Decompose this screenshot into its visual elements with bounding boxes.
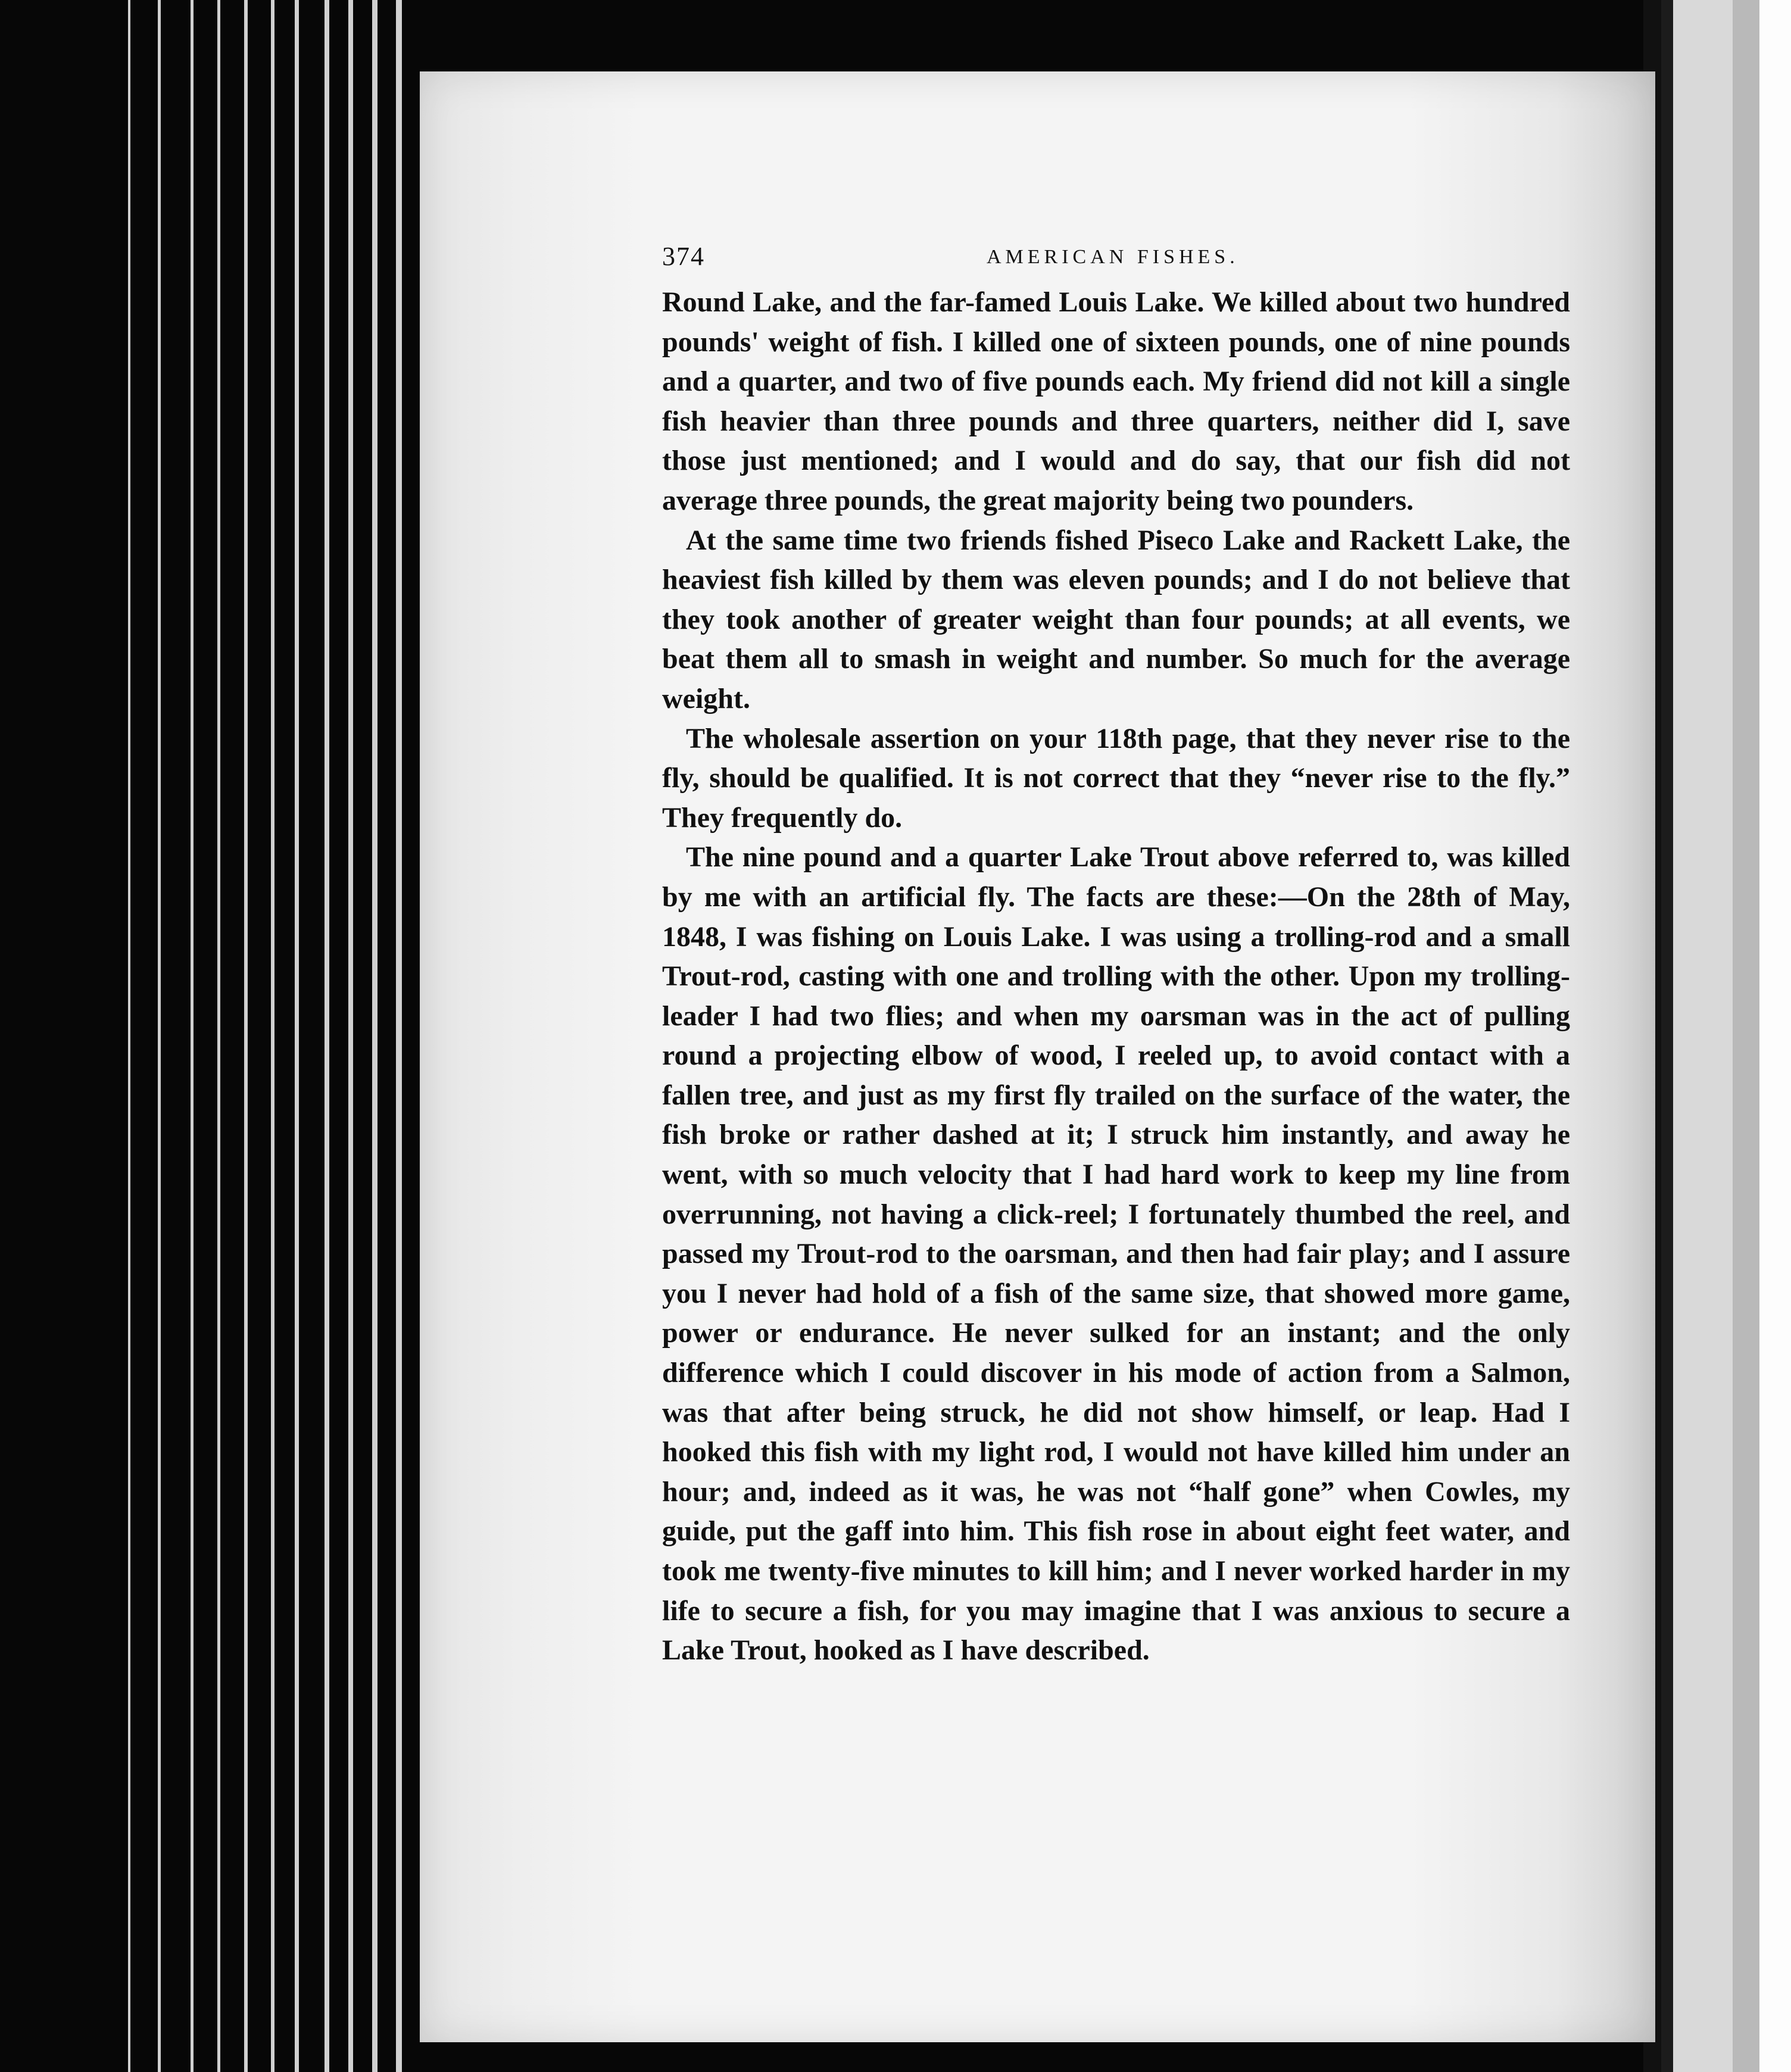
page-edge (324, 0, 329, 2072)
page-edge (217, 0, 220, 2072)
running-head (662, 241, 1645, 283)
page-edge (244, 0, 248, 2072)
page-edge (128, 0, 130, 2072)
facing-page (1661, 0, 1791, 2072)
page-edge (295, 0, 299, 2072)
body-text (662, 283, 1570, 1671)
page-edge (348, 0, 353, 2072)
running-title: AMERICAN FISHES. (987, 246, 1239, 268)
paragraph: Round Lake, and the far-famed Louis Lake. We killed about two hundred pounds' weight of fish. I killed one of sixteen pounds, one of nine pounds and a quarter, and two of five pounds each. My friend did not kill a single fish heavier than three pounds and three quarters, neither did I, save those just mentioned; and I would and do say, that our fish did not average three pounds, the great majority being two pounders. (662, 286, 1570, 516)
paragraph: The wholesale assertion on your 118th page, that they never rise to the fly, should be qualified. It is not correct that they “never rise to the fly.” They frequently do. (662, 722, 1570, 834)
page-number: 374 (662, 242, 705, 271)
page-edge (372, 0, 377, 2072)
paragraph: At the same time two friends fished Piseco Lake and Rackett Lake, the heaviest fish killed by them was eleven pounds; and I do not believe that they took another of greater weight than four pounds; at all events, we beat them all to smash in weight and number. So much for the average weight. (662, 524, 1570, 714)
paragraph: The nine pound and a quarter Lake Trout above referred to, was killed by me with an artificial fly. The facts are these:—On the 28th of May, 1848, I was fishing on Louis Lake. I was using a trolling-rod and a small Trout-rod, casting with one and trolling with the other. Upon my trolling-leader I had two flies; and when my oarsman was in the act of pulling round a projecting elbow of wood, I reeled up, to avoid contact with a fallen tree, and just as my first fly trailed on the surface of the water, the fish broke or rather dashed at it; I struck him instantly, and away he went, with so much velocity that I had hard work to keep my line from overrunning, not having a click-reel; I fortunately thumbed the reel, and passed my Trout-rod to the oarsman, and then had fair play; and I assure you I never had hold of a fish of the same size, that showed more game, power or endurance. He never sulked for an instant; and the only difference which I could discover in his mode of action from a Salmon, was that after being struck, he did not show himself, or leap. Had I hooked this fish with my light rod, I would not have killed him under an hour; and, indeed as it was, he was not “half gone” when Cowles, my guide, put the gaff into him. This fish rose in about eight feet water, and took me twenty-five minutes to kill him; and I never worked harder in my life to secure a fish, for you may imagine that I was anxious to secure a Lake Trout, hooked as I have described. (662, 841, 1570, 1667)
page-edge (396, 0, 402, 2072)
page-edge (271, 0, 274, 2072)
page-edge (191, 0, 194, 2072)
page-edge (158, 0, 161, 2072)
